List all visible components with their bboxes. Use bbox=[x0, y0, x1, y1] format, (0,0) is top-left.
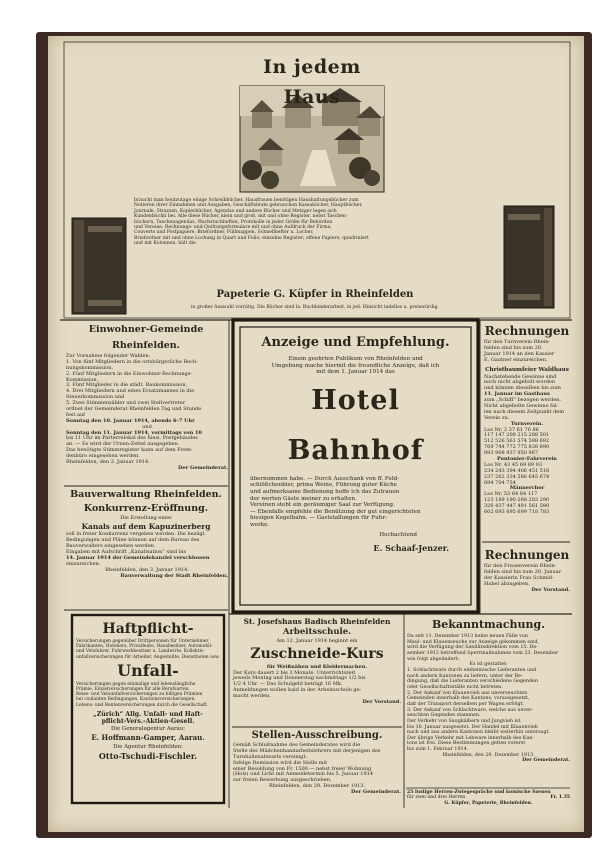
bekanntmachung-notice: Bekanntmachung. Da seit 11. Dezember 1913 keine neuen Fälle von Maul- und Klauenseuche zur Anzeige gekommen sind, wird die Verfügung der Sanitätsdirektion vom 15. De- zember 1913 betreffend Sperrmaßnahmen vom 23. Dezember wie folgt abgeändert: Es ist gestattet: 1. Schlachtware durch einheimische Lieferanten und nach andern Kantonen zu liefern, unter der Be- dingung, daß die Lieferanten verschiedene Gegenden oder Gesellschaftsställe nicht betreten. 2. Der Ankauf von Klauenvieh aus unverseuchten Gemeinden innerhalb des Kantons, vorausgesetzt, daß der Transport derselben per Wagen erfolgt. 3. Der Ankauf von Schlachtware, welche aus unver- seuchten Gegenden stammen. Der Verkehr von Saugkälbern und Jungvieh ist bis 10. Januar ausgesetzt. Der Handel mit Klauenvieh nach und aus andern Kantonen bleibt weiterhin untersagt. Der übrige Verkehr mit Lebware innerhalb des Kan- tons ist frei. Diese Bestimmungen gelten vorerst bis zum 1. Februar 1914. Rheinfelden, den 29. Dezember 1913. Der Gemeinderat. bbox=[407, 618, 570, 764]
ad-footer: in großer Auswahl vorrätig. Die Bücher sind la. Buchbinderarbeit, in jed. Hinsicht tadellos u. preiswürdig. bbox=[190, 305, 440, 310]
footer-ad: 25 lustige Herren-Zwiegespräche und komische Szenen für zwei und drei Herren Fr. 1.35 G. Küpfer, Papeterie, Rheinfelden. bbox=[407, 790, 570, 806]
hotel-name: Hotel Bahnhof bbox=[287, 384, 424, 466]
ad-shop: Papeterie G. Küpfer in Rheinfelden bbox=[216, 289, 414, 300]
einwohner-notice: Einwohner-Gemeinde Rheinfelden. Zur Vornahme folgender Wahlen: 1. Von fünf Mitgliedern in die ortsbürgerliche Rech- nungskommission, 2. Fünf Mitgliedern in die Einwohner-Rechnungs- Kommission, 3. Fünf Mitglieder in die städt. Baukommission, 4. Drei Mitgliedern und eines Ersatzmannes in die Steuerkommission und 5. Zwei Stimmenzähler und zwei Stellvertreter ordnet der Gemeinderat Rheinfelden Tag und Stunde fest auf Sonntag den 10. Januar 1914, abends 6–7 Uhr und Sonntag den 11. Januar 1914, vormittags von 10 bis 11 Uhr im Parterrelokal des hiesi. Postgebäudes an. — Es wird der Urnen-Zettel ausgegeben. Das benötigte Stimmregister kann auf dem Frem- denbüro eingesehen werden. Rheinfelden, den 2. Januar 1914. Der Gemeinderat. bbox=[66, 324, 228, 471]
bauverwaltung-notice: Bauverwaltung Rheinfelden. Konkurrenz-Eröffnung. Die Erstellung eines Kanals auf dem Kapuzinerberg soll in freier Konkurrenz vergeben werden. Die bezügl. Bedingungen und Pläne können auf dem Bureau des Bauverwalters eingesehen werden. Eingaben mit Aufschrift „Kanalisation“ sind bis 14. Januar 1914 der Gemeindekanzlei verschlossen einzureichen. Rheinfelden, den 3. Januar 1914. Bauverwaltung der Stadt Rheinfelden. bbox=[66, 489, 228, 579]
einwohner-title: Einwohner-Gemeinde Rheinfelden. bbox=[88, 324, 204, 351]
ledger-book-left-image bbox=[72, 218, 126, 314]
ledger-book-right-image bbox=[504, 206, 554, 308]
ad-title: In jedem Haus bbox=[263, 56, 361, 108]
stellen-notice: Stellen-Ausschreibung. Gemäß Schlußnahme des Gemeinderates wird die Stelle des Mädchenhandarbeitslehrers mit derjenigen des Turnhallenabwarts vereinigt. Infolge Demission wird die Stelle mit einer Besoldung von Fr. 1500.— nebst freier Wohnung (Holz) und Licht mit Anmeldetermin bis 5. Januar 1914 zur freien Bewerbung ausgeschrieben. Rheinfelden, den 29. Dezember 1913. Der Gemeinderat. bbox=[233, 730, 401, 796]
right-column-notices: Rechnungen für den Turnverein Rhein- felden sind bis zum 20. Januar 1914 an den Kassier E. Gautner einzureichen. Christbaumfeier Waldhaus Nachstehende Gewinne sind noch nicht abgeholt worden und können dieselben bis zum 11. Januar im Gasthaus zum „Schiff“ bezogen werden. Nicht abgeholte Gewinne fal- len nach diesem Zeitpunkt dem Verein zu. Turnverein. Los Nr. 2 37 61 76 86 117 147 208 215 288 501 512 526 561 574 588 692 769 744 772 775 838 890 893 908 937 950 967 Pontonier-Fahrverein Los Nr. 43 45 69 89 93 234 243 394 406 451 518 237 262 334 586 645 674 694 704 754 Männerchor Los Nr. 53 64 84 117 123 189 190 268 283 290 326 437 447 491 561 580 602 693 695 699 718 783 bbox=[484, 324, 570, 516]
haftpflicht-ad: Haftpflicht- Versicherungen gegenüber Drittpersonen für Unternehmer, Fabrikanten, Hoteliers, Privatleute, Hausbesitzer, Automobil- und Velofahrer, Fuhrwerkbesitzer u. Landwirte. Kollektiv- unfallversicherungen für Arbeiter, Angestellte, Dienstboten usw. Unfall- Versicherungen gegen einmalige und lebenslängliche Prämie, Einzelversicherungen für alle Berufsarten, Reise- und Velounfallversicherungen zu billigen Prämien bei coulanten Bedingungen, Kautionsversicherungen, Lebens- und Rentenversicherungen durch die Gesellschaft. „Zürich“ Allg. Unfall- und Haft- pflicht-Vers.-Aktien-Gesell. Die Generalagentur Aarau: E. Hoffmann-Gamper, Aarau. Die Agentur Rheinfelden: Otto-Tschudi-Fischler. bbox=[76, 621, 220, 762]
ad-body: braucht man heutzutage einige Schreibbücher. Hausfrauen benötigen Haushaltungsbücher zum Notieren ihrer Einnahmen und Ausgaben, Geschäftsleute gebrauchen Kassabücher, Hauptbücher, Journale, Strazzen, Kopierbücher, Agendas und andere Bücher und Metzger legen sich Kundenbüchli bei. Alle diese Bücher, klein und groß, mit und ohne Register, nebst Taschen- büchern, Taschenagendas, Wachstuchheften, Protokolle in jeder Größe für Behörden und Vereine, Rechnungs- und Quittungsformulare mit und ohne Aufdruck der Firma, Couverts und Postpapiere, Briefordner, Füllmappen, Schnellhefter u. Locher, Briefordner mit und ohne Lochung in Quart und Folio; einzelne Register; offene Papiere, quadriniert und mit Kolonnen, hält die bbox=[134, 198, 369, 247]
arbeitsschule-notice: St. Josefshaus Badisch Rheinfelden Arbeitsschule. Am 12. Januar 1914 beginnt ein Zuschneide-Kurs für Weißnähen und Kleidermachen. Der Kurs dauert 2 bis 3 Monate. Unterrichtszeit jeweils Montag und Donnerstag nachmittags 1/2 bis 1/2 4 Uhr. — Das Schulgeld beträgt 16 Mk. Anmeldungen wollen bald in der Arbeitsschule ge- macht werden. Der Vorstand. bbox=[233, 617, 401, 706]
anzeige-ad: Anzeige und Empfehlung. Einem geehrten Publikum von Rheinfelden und Umgebung mache hiermit die freundliche Anzeige, daß ich mit dem 1. Januar 1914 das Hotel Bahnhof übernommen habe. — Durch Ausschank von ff. Feld- schlößchenbier, prima Weine, Führung guter Küche und aufmerksame Bedienung hoffe ich das Zutrauen der werten Gäste meiner zu erhalten. Vereinen steht ein geräumiger Saal zur Verfügung. — Ebenfalls empfehle die Benützung der gut eingerichteten hiesigen Kegelbahn. — Gaststallungen für Fuhr- werke. Hochachtend E. Schaaf-Jenzer. bbox=[244, 330, 467, 602]
rechnungen-frauenverein: Rechnungen für den Frauenverein Rhein- felden sind bis zum 20. Januar der Kassierin Frau Schmid- Habel abzugeben. Der Vorstand. bbox=[484, 548, 570, 593]
